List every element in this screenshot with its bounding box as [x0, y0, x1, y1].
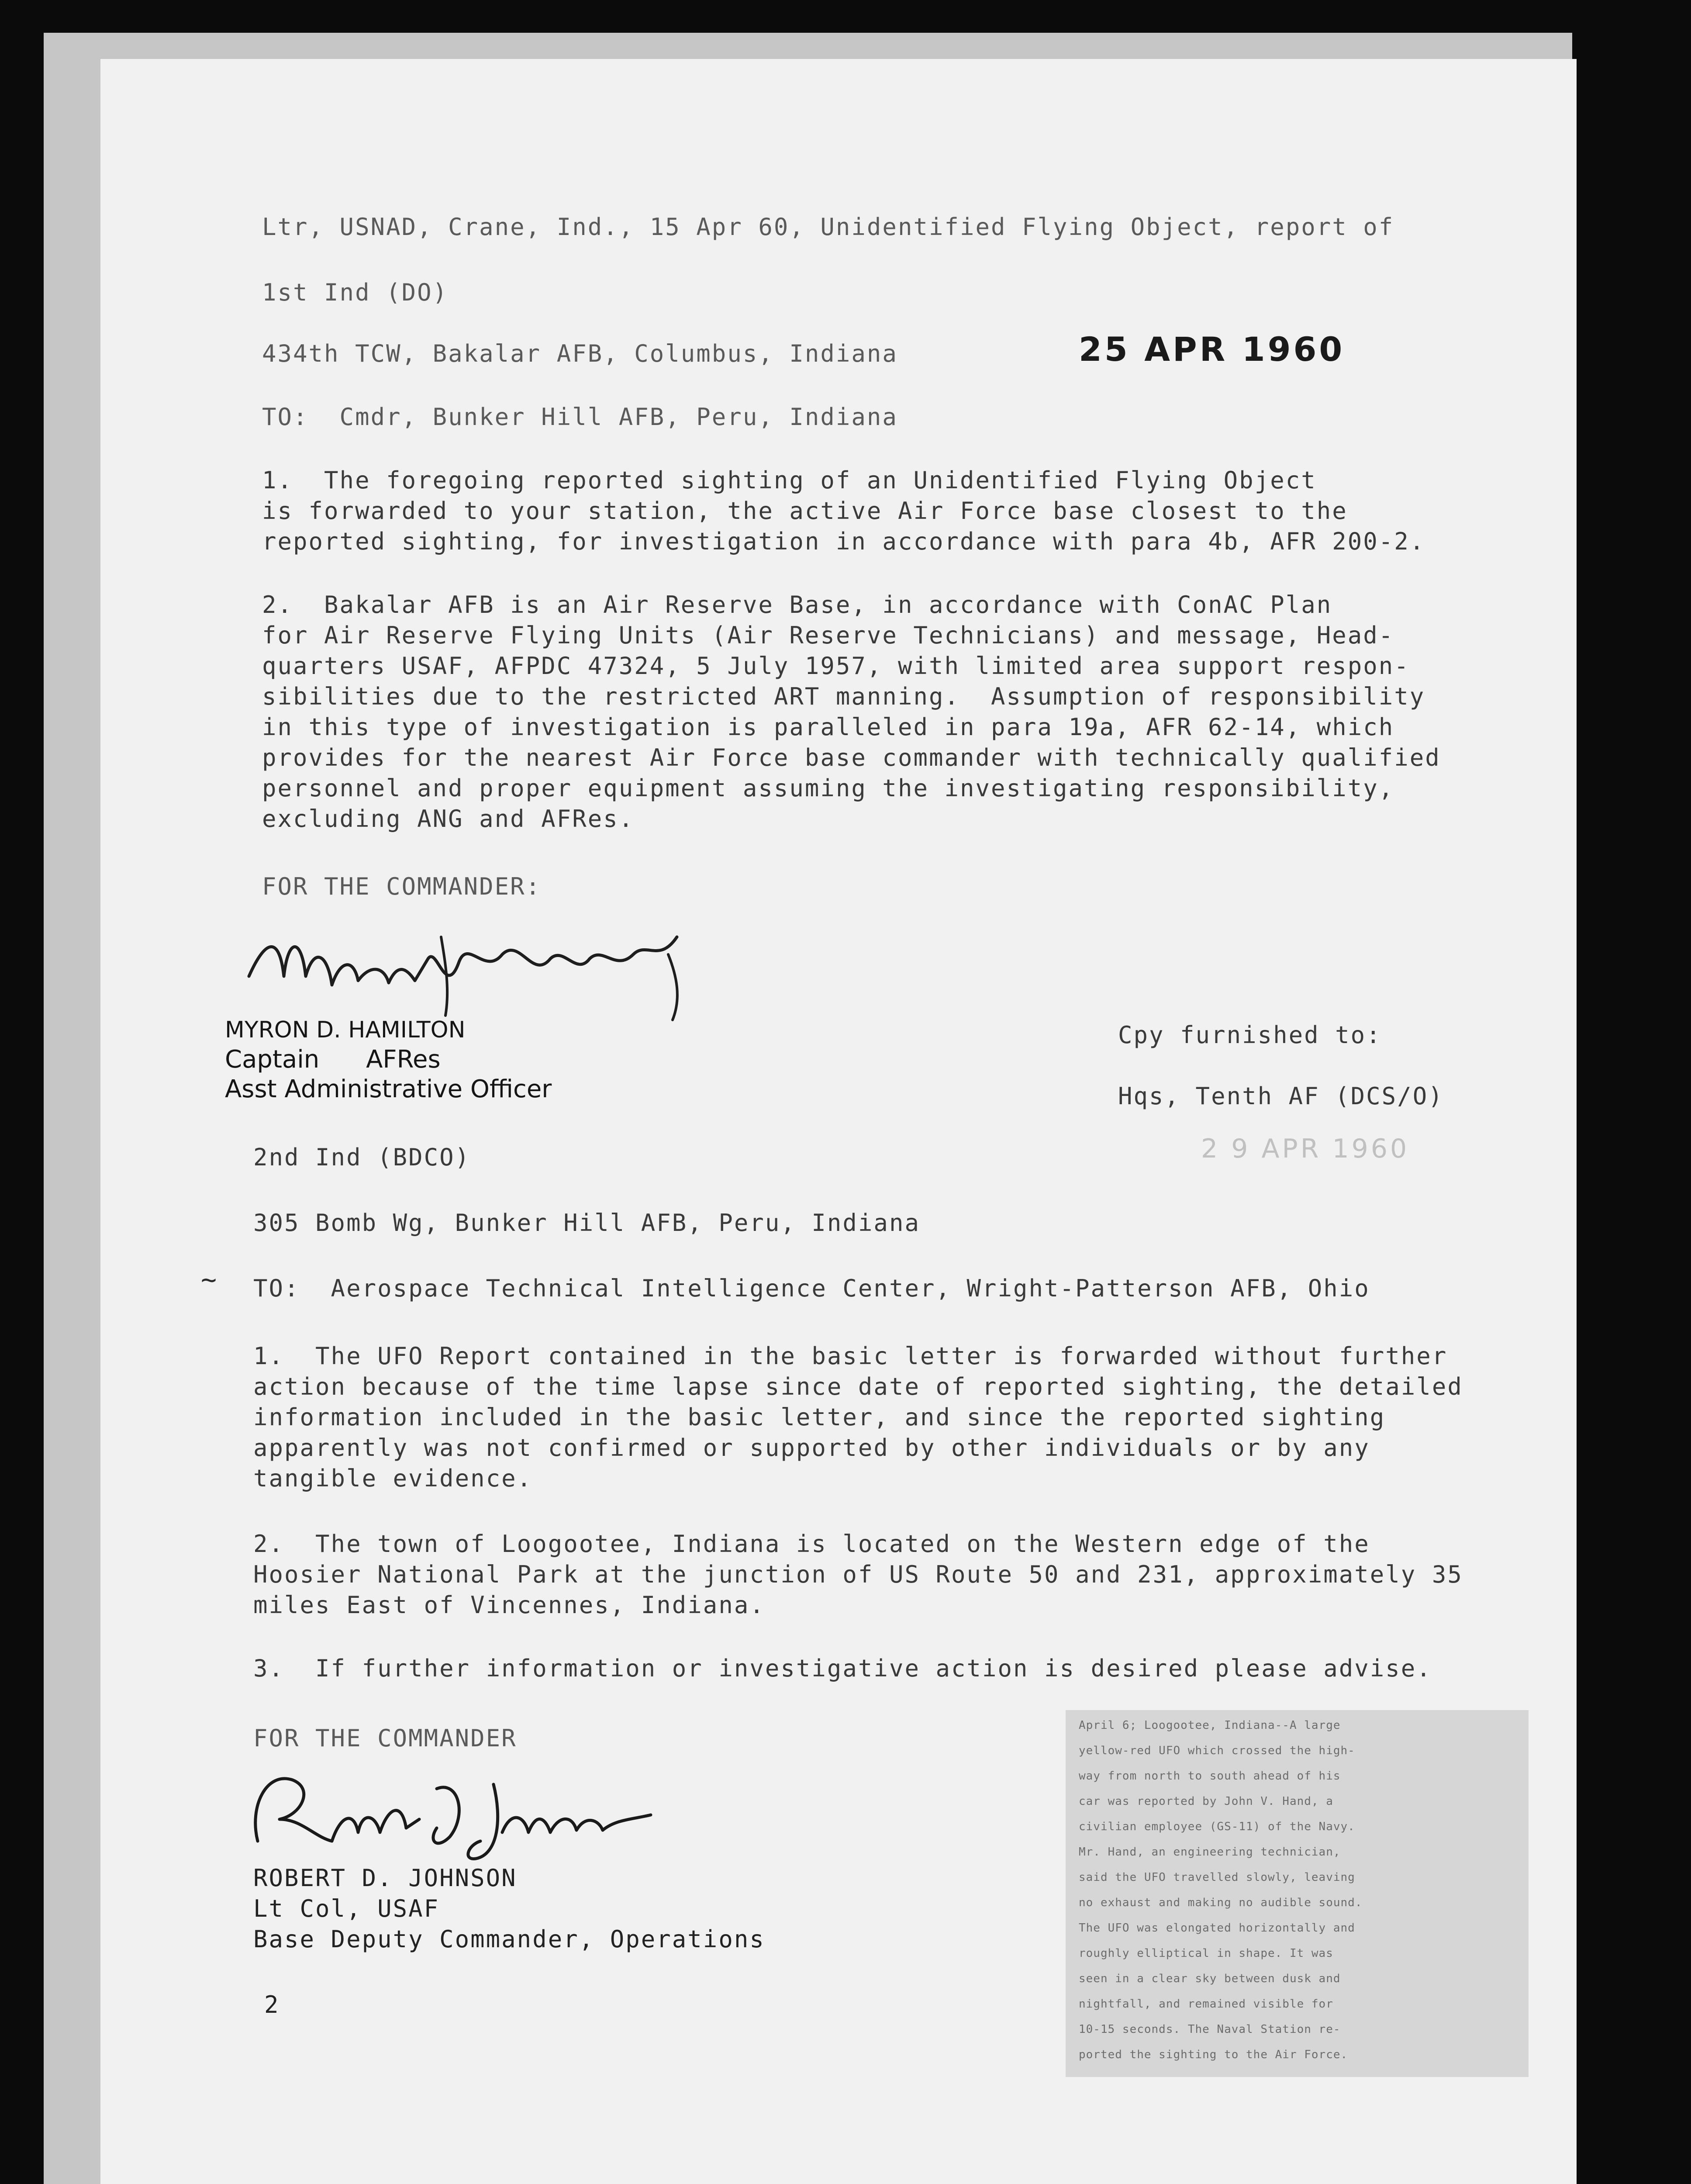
johnson-signature [231, 1754, 668, 1867]
clipping-line: roughly elliptical in shape. It was [1079, 1947, 1333, 1960]
hamilton-rank: Captain AFRes [225, 1045, 441, 1074]
paragraph-line: 2. The town of Loogootee, Indiana is located on the Western edge of the [253, 1530, 1370, 1558]
paragraph-line: for Air Reserve Flying Units (Air Reserve Technicians) and message, Head- [262, 622, 1394, 649]
paragraph-line: is forwarded to your station, the active Air Force base closest to the [262, 497, 1348, 525]
clipping-line: The UFO was elongated horizontally and [1079, 1921, 1355, 1935]
clipping-line: yellow-red UFO which crossed the high- [1079, 1744, 1355, 1757]
letter-sheet [100, 59, 1577, 2184]
copy-furnished-to: Hqs, Tenth AF (DCS/O) [1118, 1082, 1444, 1110]
for-the-commander-2: FOR THE COMMANDER [253, 1724, 517, 1752]
paragraph-line: reported sighting, for investigation in accordance with para 4b, AFR 200-2. [262, 528, 1425, 555]
paragraph-line: sibilities due to the restricted ART manning. Assumption of responsibility [262, 683, 1425, 710]
received-stamp: 2 9 APR 1960 [1201, 1133, 1410, 1164]
paragraph-line: miles East of Vincennes, Indiana. [253, 1591, 765, 1619]
clipping-line: car was reported by John V. Hand, a [1079, 1795, 1333, 1808]
document-page [44, 33, 1572, 2184]
paragraph-line: Hoosier National Park at the junction of US Route 50 and 231, approximately 35 [253, 1561, 1463, 1588]
johnson-name: ROBERT D. JOHNSON [253, 1864, 517, 1892]
hamilton-title: Asst Administrative Officer [225, 1075, 552, 1103]
paragraph-line: provides for the nearest Air Force base commander with technically qualified [262, 744, 1441, 771]
second-ind-heading: 2nd Ind (BDCO) [253, 1144, 471, 1171]
hamilton-name: MYRON D. HAMILTON [225, 1017, 466, 1043]
clipping-line: 10-15 seconds. The Naval Station re- [1079, 2023, 1341, 2036]
paragraph-line: tangible evidence. [253, 1465, 533, 1492]
paragraph-line: excluding ANG and AFRes. [262, 805, 635, 833]
clipping-line: Mr. Hand, an engineering technician, [1079, 1845, 1341, 1859]
margin-mark: ~ [201, 1265, 217, 1295]
paragraph-line: information included in the basic letter, and since the reported sighting [253, 1403, 1386, 1431]
newspaper-clipping [1066, 1710, 1529, 2077]
second-ind-paragraph-3: 3. If further information or investigative action is desired please advise. [253, 1655, 1432, 1682]
johnson-rank: Lt Col, USAF [253, 1895, 440, 1922]
paragraph-line: 2. Bakalar AFB is an Air Reserve Base, in accordance with ConAC Plan [262, 591, 1332, 619]
paragraph-line: 1. The foregoing reported sighting of an Unidentified Flying Object [262, 467, 1317, 494]
copy-furnished-label: Cpy furnished to: [1118, 1021, 1382, 1049]
clipping-line: way from north to south ahead of his [1079, 1769, 1341, 1783]
clipping-line: said the UFO travelled slowly, leaving [1079, 1871, 1355, 1884]
paragraph-line: personnel and proper equipment assuming the investigating responsibility, [262, 774, 1394, 802]
paragraph-line: apparently was not confirmed or supported by other individuals or by any [253, 1434, 1370, 1462]
johnson-title: Base Deputy Commander, Operations [253, 1925, 765, 1953]
hamilton-signature [240, 911, 721, 1024]
date-stamp: 25 APR 1960 [1079, 330, 1345, 369]
for-the-commander-1: FOR THE COMMANDER: [262, 873, 542, 900]
reference-line: Ltr, USNAD, Crane, Ind., 15 Apr 60, Unidentified Flying Object, report of [262, 213, 1394, 241]
paragraph-line: action because of the time lapse since date of reported sighting, the detailed [253, 1373, 1463, 1400]
clipping-line: April 6; Loogootee, Indiana--A large [1079, 1719, 1341, 1732]
clipping-line: ported the sighting to the Air Force. [1079, 2048, 1348, 2061]
clipping-line: seen in a clear sky between dusk and [1079, 1972, 1341, 1985]
page-number: 2 [264, 1991, 280, 2018]
second-ind-to-line: TO: Aerospace Technical Intelligence Center, Wright-Patterson AFB, Ohio [253, 1275, 1370, 1302]
paragraph-line: 1. The UFO Report contained in the basic letter is forwarded without further [253, 1342, 1448, 1370]
to-line: TO: Cmdr, Bunker Hill AFB, Peru, Indiana [262, 403, 898, 431]
clipping-line: no exhaust and making no audible sound. [1079, 1896, 1363, 1909]
clipping-line: nightfall, and remained visible for [1079, 1997, 1333, 2011]
paragraph-line: in this type of investigation is paralleled in para 19a, AFR 62-14, which [262, 713, 1394, 741]
from-unit-line: 434th TCW, Bakalar AFB, Columbus, Indiana [262, 340, 898, 367]
paragraph-line: quarters USAF, AFPDC 47324, 5 July 1957, with limited area support respon- [262, 652, 1410, 680]
clipping-line: civilian employee (GS-11) of the Navy. [1079, 1820, 1355, 1833]
first-ind-heading: 1st Ind (DO) [262, 279, 449, 306]
second-ind-from-unit: 305 Bomb Wg, Bunker Hill AFB, Peru, Indiana [253, 1209, 920, 1237]
